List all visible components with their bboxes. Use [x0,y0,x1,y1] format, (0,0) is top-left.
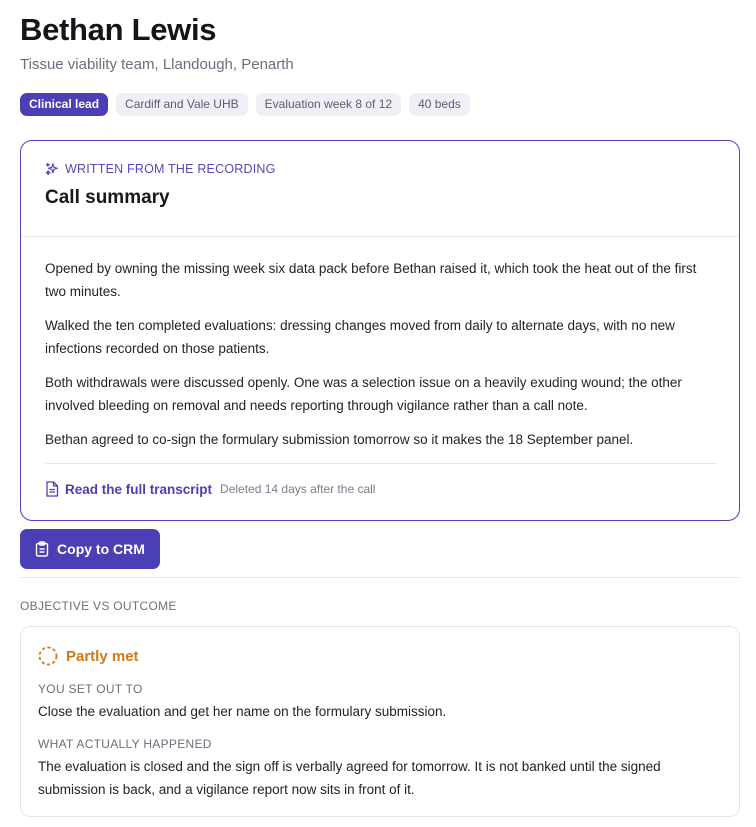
summary-paragraph: Walked the ten completed evaluations: dressing changes moved from daily to alternate days, with no new infections recorded on those patients. [45,318,675,356]
copy-to-crm-button[interactable] [20,529,160,569]
clipboard-icon [35,541,49,557]
outcome-status-label: Partly met [66,647,139,665]
document-icon [45,481,59,497]
set-out-label: YOU SET OUT TO [38,682,143,696]
set-out-text: Close the evaluation and get her name on the formulary submission. [38,704,447,719]
objective-outcome-card [20,626,740,817]
summary-paragraph: Opened by owning the missing week six data pack before Bethan raised it, which took the heat out of the first two minutes. [45,261,697,299]
summary-footer-divider [45,463,717,464]
transcript-retention-note: Deleted 14 days after the call [220,482,376,496]
outcome-status [38,646,139,666]
tag-role: Clinical lead [20,93,108,116]
contact-team: Tissue viability team, Llandough, Penarth [20,56,294,73]
read-transcript-link[interactable] [45,481,212,497]
copy-to-crm-label: Copy to CRM [57,541,145,557]
happened-text: The evaluation is closed and the sign off is verbally agreed for tomorrow. It is not banked until the signed submission is back, and a vigilance report now sits in front of it. [38,759,661,797]
happened-label: WHAT ACTUALLY HAPPENED [38,737,212,751]
partial-circle-icon [38,646,58,666]
contact-tags [20,93,470,116]
objective-section-label: OBJECTIVE VS OUTCOME [20,599,177,613]
summary-paragraph: Both withdrawals were discussed openly. One was a selection issue on a heavily exuding wound; the other involved bleeding on removal and needs reporting through vigilance rather than a call note. [45,375,682,413]
call-summary-card [20,140,740,521]
summary-body [45,257,717,462]
read-transcript-label: Read the full transcript [65,481,213,497]
sparkle-icon [45,162,59,176]
contact-name: Bethan Lewis [20,12,217,47]
section-divider [20,577,740,578]
summary-eyebrow [45,162,276,176]
summary-title: Call summary [45,187,170,208]
tag-organisation: Cardiff and Vale UHB [116,93,248,116]
tag-evaluation-week: Evaluation week 8 of 12 [256,93,401,116]
tag-beds: 40 beds [409,93,470,116]
summary-paragraph: Bethan agreed to co-sign the formulary submission tomorrow so it makes the 18 September panel. [45,432,634,447]
summary-eyebrow-label: WRITTEN FROM THE RECORDING [65,162,276,176]
summary-footer [45,481,375,497]
summary-divider [21,236,739,237]
